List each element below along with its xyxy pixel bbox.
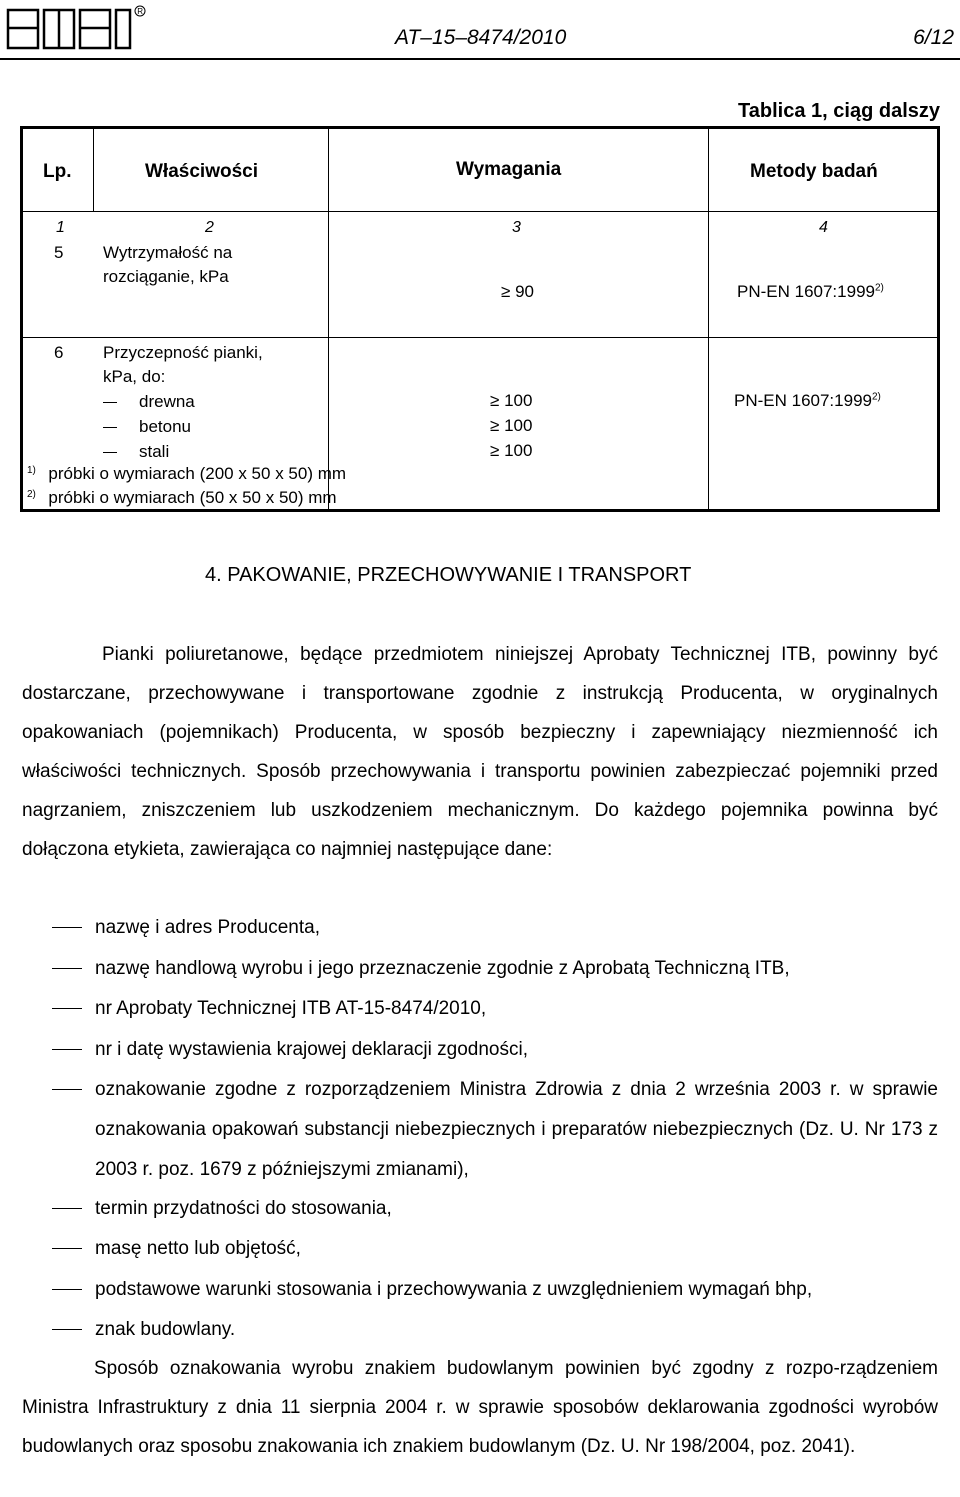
list-item-text: nazwę handlową wyrobu i jego przeznaczenie zgodnie z Aprobatą Techniczną ITB, bbox=[95, 958, 790, 979]
row-5-requirement-value: 90 bbox=[515, 282, 534, 301]
col-header-properties: Właściwości bbox=[145, 161, 258, 182]
header-row-divider bbox=[23, 211, 937, 212]
row-6-sub-item bbox=[103, 440, 169, 464]
row-6-requirement bbox=[490, 439, 532, 463]
row-6-method bbox=[734, 389, 881, 413]
dash-icon bbox=[52, 1089, 82, 1090]
list-item-text: nr Aprobaty Technicznej ITB AT-15-8474/2010, bbox=[95, 998, 487, 1019]
dash-icon bbox=[103, 402, 117, 403]
row-5-lp: 5 bbox=[54, 243, 64, 262]
dash-icon bbox=[52, 1049, 82, 1050]
sub-item-label: stali bbox=[139, 442, 170, 461]
row-6-method-value: PN-EN 1607:1999 bbox=[734, 391, 872, 410]
greater-equal-icon: ≥ bbox=[490, 391, 500, 410]
row-divider bbox=[23, 337, 937, 338]
col-number-4: 4 bbox=[819, 219, 828, 236]
footnote-mark: 2) bbox=[27, 489, 36, 500]
properties-table bbox=[20, 126, 940, 512]
row-5-method-value: PN-EN 1607:1999 bbox=[737, 282, 875, 301]
row-6-sub-item bbox=[103, 415, 191, 439]
row-6-requirement bbox=[490, 389, 532, 413]
col-header-methods: Metody badań bbox=[750, 161, 878, 182]
greater-equal-icon: ≥ bbox=[501, 282, 511, 301]
document-id: AT–15–8474/2010 bbox=[395, 26, 567, 49]
dash-icon bbox=[52, 927, 82, 928]
paragraph-intro: Pianki poliuretanowe, będące przedmiotem niniejszej Aprobaty Technicznej ITB, powinny być dostarczane, przechowywane i transportowane zgodnie z instrukcją Producenta, w oryginalnych opakowaniach (pojemnikach) Producenta, w sposób bezpieczny i zapewniający niezmienność ich właściwości technicznych. Sposób przechowywania i transportu powinien zabezpieczać pojemniki przed nagrzaniem, zniszczeniem lub uszkodzeniem mechanicznym. Do każdego pojemnika powinna być dołączona etykieta, zawierająca co najmniej następujące dane: bbox=[22, 644, 938, 860]
row-6-sub-item bbox=[103, 390, 195, 414]
row-5-method bbox=[737, 280, 884, 304]
list-item-text: nr i datę wystawienia krajowej deklaracji zgodności, bbox=[95, 1039, 528, 1060]
list-item-text: podstawowe warunki stosowania i przechowywania z uwzględnieniem wymagań bhp, bbox=[95, 1279, 813, 1300]
row-5-property-line-1: Wytrzymałość na bbox=[103, 243, 233, 262]
list-item-text: nazwę i adres Producenta, bbox=[95, 917, 320, 938]
list-item-text: oznakowanie zgodne z rozporządzeniem Ministra Zdrowia z dnia 2 września 2003 r. w sprawie oznakowania opakowań substancji niebezpiecznych i preparatów niebezpiecznych (Dz. U. Nr 173 z 2003 r. poz. 1679 z późniejszymi zmianami), bbox=[95, 1079, 938, 1180]
dash-icon bbox=[52, 1248, 82, 1249]
footnote-text: próbki o wymiarach (50 x 50 x 50) mm bbox=[48, 488, 337, 507]
dash-icon bbox=[52, 1208, 82, 1209]
col-number-2: 2 bbox=[205, 219, 214, 236]
footnote-2 bbox=[27, 486, 337, 511]
row-6-property-line-1: Przyczepność pianki, bbox=[103, 343, 263, 362]
dash-icon bbox=[52, 1329, 82, 1330]
footnote-1 bbox=[27, 462, 346, 487]
row-6-requirement bbox=[490, 414, 532, 438]
section-title: 4. PAKOWANIE, PRZECHOWYWANIE I TRANSPORT bbox=[205, 564, 692, 586]
page-number: 6/12 bbox=[913, 26, 954, 49]
dash-icon bbox=[52, 1008, 82, 1009]
row-6-lp: 6 bbox=[54, 343, 64, 362]
list-item-text: termin przydatności do stosowania, bbox=[95, 1198, 392, 1219]
greater-equal-icon: ≥ bbox=[490, 416, 500, 435]
sub-item-label: drewna bbox=[139, 392, 195, 411]
dash-icon bbox=[103, 427, 117, 428]
row-6-property-line-2: kPa, do: bbox=[103, 367, 166, 386]
greater-equal-icon: ≥ bbox=[490, 441, 500, 460]
row-5-property-line-2: rozciąganie, kPa bbox=[103, 267, 229, 286]
footnote-text: próbki o wymiarach (200 x 50 x 50) mm bbox=[48, 464, 347, 483]
col-number-1: 1 bbox=[56, 219, 65, 236]
table-caption: Tablica 1, ciąg dalszy bbox=[738, 100, 940, 122]
col-header-requirements: Wymagania bbox=[456, 159, 562, 180]
col-divider-1 bbox=[93, 129, 94, 211]
footnote-mark: 1) bbox=[27, 465, 36, 476]
list-item-text: znak budowlany. bbox=[95, 1319, 236, 1340]
dash-icon bbox=[52, 968, 82, 969]
requirement-value: 100 bbox=[504, 391, 533, 410]
dash-icon bbox=[103, 452, 117, 453]
col-divider-2 bbox=[328, 129, 329, 509]
col-divider-3 bbox=[708, 129, 709, 509]
dash-icon bbox=[52, 1289, 82, 1290]
sub-item-label: betonu bbox=[139, 417, 191, 436]
requirement-value: 100 bbox=[504, 441, 533, 460]
row-6-method-note: 2) bbox=[871, 391, 881, 403]
paragraph-marking: Sposób oznakowania wyrobu znakiem budowlanym powinien być zgodny z rozpo-rządzeniem Ministra Infrastruktury z dnia 11 sierpnia 2004 r. w sprawie sposobów deklarowania zgodności wyrobów budowlanych oraz sposobu znakowania ich znakiem budowlanym (Dz. U. Nr 198/2004, poz. 2041). bbox=[22, 1358, 938, 1457]
svg-text:R: R bbox=[137, 7, 144, 16]
header-divider bbox=[0, 58, 960, 60]
row-5-requirement bbox=[501, 280, 534, 304]
row-5-method-note: 2) bbox=[874, 282, 884, 294]
col-number-3: 3 bbox=[512, 219, 521, 236]
itb-logo bbox=[6, 4, 146, 52]
col-header-lp: Lp. bbox=[43, 161, 72, 182]
list-item-text: masę netto lub objętość, bbox=[95, 1238, 301, 1259]
requirement-value: 100 bbox=[504, 416, 533, 435]
